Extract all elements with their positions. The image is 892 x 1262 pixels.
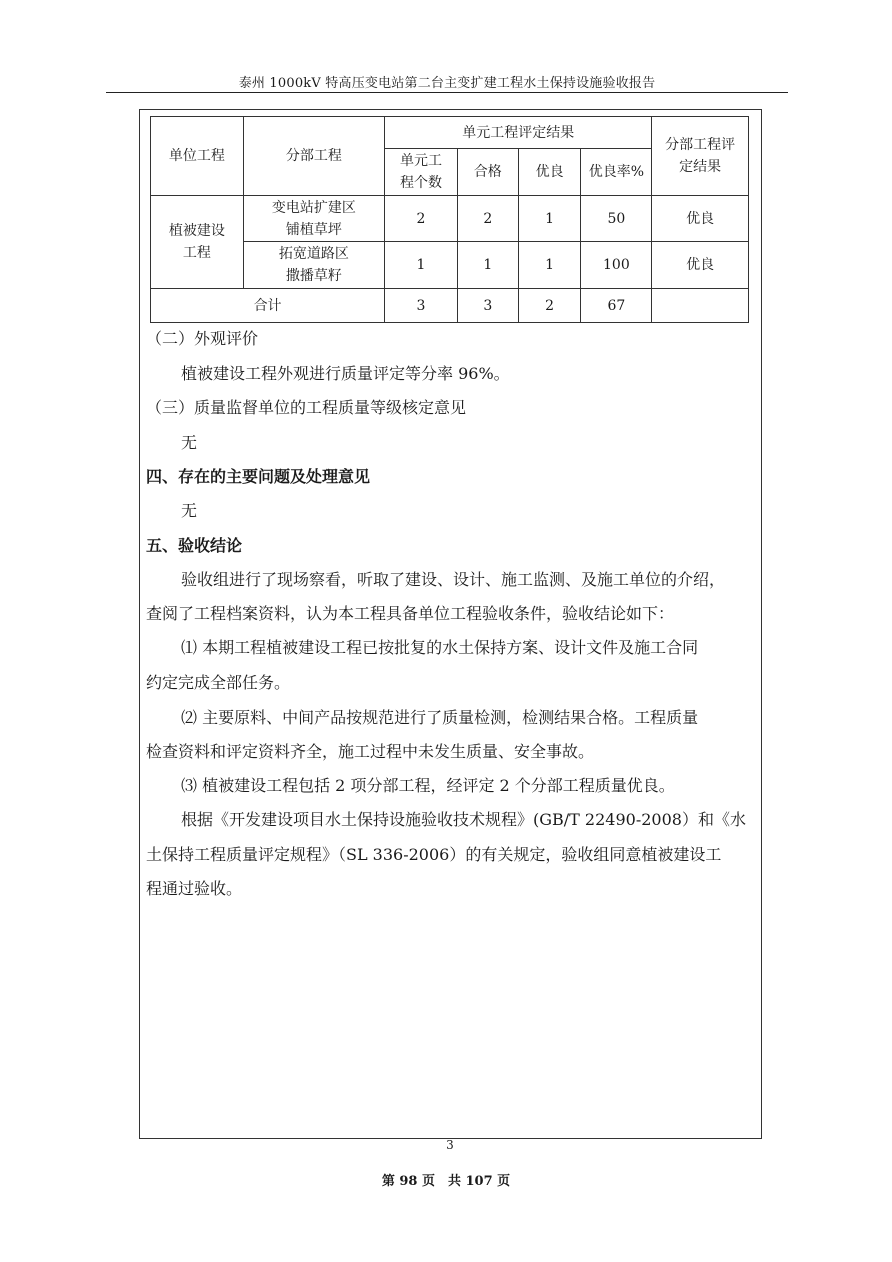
result-cell: 优良 (652, 242, 749, 289)
good-cell: 1 (518, 242, 581, 289)
report-header: 泰州 1000kV 特高压变电站第二台主变扩建工程水土保持设施验收报告 (238, 76, 656, 91)
header-count (385, 149, 458, 196)
total-count: 3 (385, 289, 458, 323)
sub-project-line2: 铺植草坪 (285, 221, 342, 238)
evaluation-table (150, 116, 749, 323)
unit-project-line2: 工程 (182, 245, 211, 261)
conclusion-item1-line1: ⑴ 本期工程植被建设工程已按批复的水土保持方案、设计文件及施工合同 (181, 638, 699, 657)
page-number-small: 3 (446, 1138, 454, 1152)
table-row (151, 196, 749, 242)
total-good-rate: 67 (581, 289, 652, 323)
sub-project-line2: 撒播草籽 (285, 268, 342, 284)
header-unit-project: 单位工程 (151, 117, 244, 196)
total-good: 2 (518, 289, 581, 323)
unit-project-cell (151, 196, 244, 289)
pass-cell: 1 (457, 242, 518, 289)
count-cell: 1 (385, 242, 458, 289)
section-supervision-text: 无 (181, 433, 198, 452)
section-issues-text: 无 (181, 501, 198, 520)
header-count-line2: 程个数 (400, 175, 443, 191)
header-count-line1: 单元工 (400, 153, 443, 169)
page-footer: 第 98 页 共 107 页 (381, 1174, 511, 1189)
count-cell: 2 (385, 196, 458, 242)
header-sub-result-line1: 分部工程评 (665, 137, 736, 153)
good-rate-cell: 100 (581, 242, 652, 289)
conclusion-para1-line1: 验收组进行了现场察看，听取了建设、设计、施工监测、及施工单位的介绍， (181, 570, 726, 589)
sub-project-line1: 变电站扩建区 (271, 199, 356, 216)
section-appearance-title: （二）外观评价 (146, 329, 259, 348)
conclusion-para5-line2: 土保持工程质量评定规程》（SL 336-2006）的有关规定，验收组同意植被建设工 (146, 845, 722, 864)
header-pass: 合格 (457, 149, 518, 196)
conclusion-item3-line1: ⑶ 植被建设工程包括 2 项分部工程，经评定 2 个分部工程质量优良。 (181, 776, 675, 795)
section-issues-title: 四、存在的主要问题及处理意见 (146, 467, 371, 486)
good-cell: 1 (518, 196, 581, 242)
conclusion-para5-line1: 根据《开发建设项目水土保持设施验收技术规程》(GB/T 22490-2008）和《水 (181, 810, 746, 829)
conclusion-para1-line2: 查阅了工程档案资料，认为本工程具备单位工程验收条件，验收结论如下： (146, 604, 675, 623)
header-good: 优良 (518, 149, 581, 196)
sub-project-cell (243, 242, 384, 289)
header-good-rate: 优良率% (581, 149, 652, 196)
conclusion-item2-line2: 检查资料和评定资料齐全，施工过程中未发生质量、安全事故。 (146, 742, 595, 761)
header-sub-result (652, 117, 749, 196)
total-label: 合计 (151, 289, 385, 323)
section-conclusion-title: 五、验收结论 (146, 536, 243, 555)
conclusion-para5-line3: 程通过验收。 (146, 879, 243, 898)
section-supervision-title: （三）质量监督单位的工程质量等级核定意见 (146, 398, 467, 417)
conclusion-item2-line1: ⑵ 主要原料、中间产品按规范进行了质量检测，检测结果合格。工程质量 (181, 708, 699, 727)
header-divider (106, 92, 788, 93)
total-result (652, 289, 749, 323)
unit-project-line1: 植被建设 (168, 223, 225, 239)
total-pass: 3 (457, 289, 518, 323)
sub-project-line1: 拓宽道路区 (278, 246, 349, 262)
result-cell: 优良 (652, 196, 749, 242)
sub-project-cell (243, 196, 384, 242)
conclusion-item1-line2: 约定完成全部任务。 (146, 673, 291, 692)
good-rate-cell: 50 (581, 196, 652, 242)
header-sub-project: 分部工程 (243, 117, 384, 196)
header-unit-results: 单元工程评定结果 (385, 117, 652, 149)
header-sub-result-line2: 定结果 (679, 159, 722, 175)
total-row (151, 289, 749, 323)
pass-cell: 2 (457, 196, 518, 242)
section-appearance-text: 植被建设工程外观进行质量评定等分率 96%。 (181, 364, 510, 383)
